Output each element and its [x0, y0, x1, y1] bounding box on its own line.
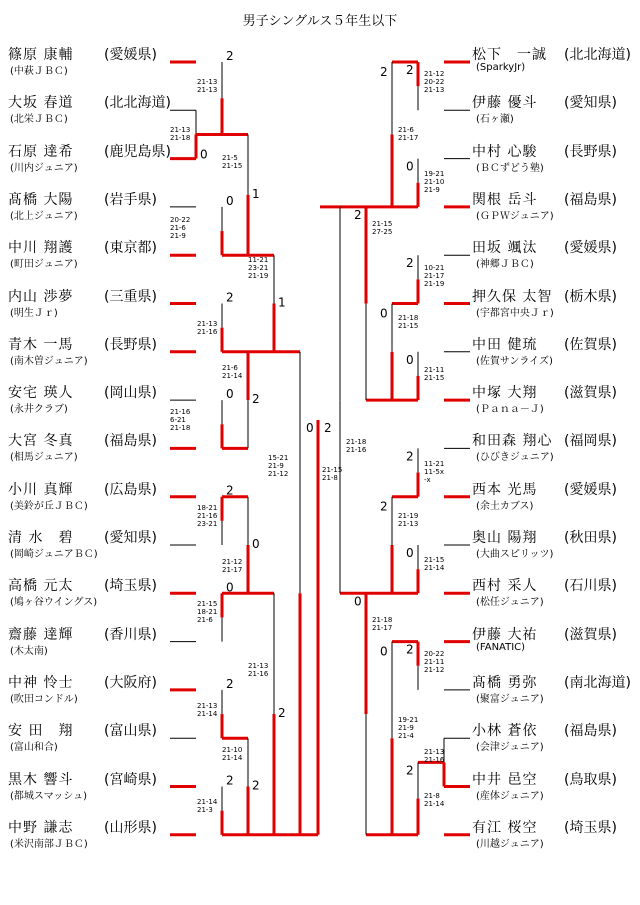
games-won: 0 — [226, 193, 234, 208]
game-score: 19-21 — [398, 716, 419, 724]
game-score: 21-15 — [197, 600, 218, 608]
player-team: (余土カブス) — [476, 500, 534, 512]
player-prefecture: (南北海道) — [564, 674, 631, 691]
game-score: 21-14 — [222, 372, 243, 380]
player-prefecture: (香川県) — [104, 626, 157, 643]
player-prefecture: (福岡県) — [564, 433, 617, 450]
game-score: 11-21 — [248, 256, 269, 264]
game-score: 21-9 — [424, 186, 440, 194]
player-name: 田坂 颯汰 — [472, 240, 538, 257]
games-won: 2 — [406, 63, 414, 77]
game-score: 21-16 — [170, 408, 191, 416]
player-prefecture: (福島県) — [564, 191, 617, 208]
player-prefecture: (秋田県) — [564, 530, 617, 546]
player-prefecture: (石川県) — [564, 578, 617, 595]
player-name: 清 水 碧 — [8, 530, 74, 546]
player-prefecture: (岡山県) — [104, 385, 157, 402]
player-prefecture: (東京都) — [104, 240, 157, 257]
player-team: (南木曽ジュニア) — [10, 355, 88, 367]
game-score: 27-25 — [372, 228, 393, 236]
games-won: 0 — [380, 306, 388, 321]
game-score: 21-16 — [424, 756, 445, 764]
game-score: 21-9 — [398, 724, 414, 732]
games-won: 2 — [252, 392, 260, 407]
player-name: 黒木 響斗 — [8, 771, 74, 788]
game-score: 21-15 — [424, 556, 445, 564]
player-prefecture: (三重県) — [104, 288, 157, 305]
games-won: 0 — [200, 147, 208, 162]
game-score: 18-21 — [197, 504, 218, 512]
player-team: (会津ジュニア) — [476, 742, 544, 754]
player-team: (富山和合) — [10, 742, 58, 754]
game-score: 11-21 — [424, 460, 445, 468]
game-score: 21-13 — [398, 520, 419, 528]
games-won: 0 — [406, 159, 414, 174]
game-score: 21-19 — [248, 272, 269, 280]
player-team: (鳩ヶ谷ウイングス) — [10, 597, 98, 609]
game-score: 20-22 — [170, 216, 191, 224]
games-won: 2 — [380, 499, 388, 514]
games-won: 0 — [406, 546, 414, 560]
player-name: 小川 真輝 — [8, 481, 74, 498]
game-score: 21-14 — [222, 754, 243, 762]
game-score: 21-13 — [424, 86, 445, 94]
games-won: 0 — [354, 594, 362, 609]
player-team: (Ｐａｎａ－Ｊ) — [476, 404, 544, 416]
player-name: 和田森 翔心 — [472, 433, 553, 450]
player-team: (FANATIC) — [476, 641, 526, 653]
game-score: 21-11 — [424, 658, 445, 666]
player-team: (SparkyJr) — [476, 62, 526, 73]
player-name: 石原 達希 — [8, 143, 74, 160]
game-score: 21-13 — [197, 320, 218, 328]
game-score: 18-21 — [197, 608, 218, 616]
game-score: 15-21 — [268, 454, 289, 462]
game-score: 21-18 — [398, 314, 419, 322]
player-prefecture: (鹿児島県) — [104, 143, 171, 160]
player-prefecture: (埼玉県) — [564, 819, 617, 836]
game-score: 19-21 — [424, 170, 445, 178]
player-prefecture: (岩手県) — [104, 191, 157, 208]
player-team: (吹田コンドル) — [10, 693, 78, 705]
player-team: (明生Ｊｒ) — [10, 307, 58, 319]
player-name: 中神 怜士 — [8, 674, 74, 691]
game-score: 21-14 — [197, 710, 218, 718]
player-team: (岡崎ジュニアＢＣ) — [10, 549, 98, 560]
game-score: 21-16 — [248, 670, 269, 678]
player-name: 安宅 瑛人 — [8, 385, 74, 402]
player-prefecture: (福島県) — [564, 723, 617, 740]
player-name: 中川 翔護 — [8, 240, 74, 257]
game-score: 21-17 — [398, 134, 419, 142]
games-won: 2 — [324, 421, 332, 435]
player-name: 松下 一誠 — [472, 47, 547, 63]
game-score: 21-3 — [197, 806, 213, 814]
game-score: 6-21 — [170, 416, 186, 424]
player-prefecture: (愛媛県) — [564, 481, 617, 498]
player-prefecture: (愛媛県) — [104, 47, 157, 63]
game-score: 21-16 — [197, 512, 218, 520]
games-won: 2 — [226, 676, 234, 691]
game-score: 11-5x — [424, 468, 445, 476]
player-name: 伊藤 大祐 — [472, 626, 538, 643]
game-score: 21-11 — [424, 366, 445, 374]
player-name: 篠原 康輔 — [8, 47, 74, 63]
player-name: 高橋 元太 — [8, 578, 74, 595]
game-score: 23-21 — [197, 520, 218, 528]
player-team: (松任ジュニア) — [476, 597, 544, 609]
player-name: 大坂 春道 — [8, 95, 74, 112]
player-team: (米沢南部ＪＢＣ) — [10, 838, 88, 850]
game-score: 21-15 — [398, 322, 419, 330]
game-score: 21-17 — [372, 624, 393, 632]
game-score: 21-6 — [197, 616, 213, 624]
player-team: (美鈴が丘ＪＢＣ) — [10, 500, 88, 512]
game-score: 21-12 — [424, 70, 445, 78]
player-team: (ＢＣずどう塾) — [476, 162, 544, 174]
game-score: 21-9 — [268, 462, 284, 470]
player-name: 関根 岳斗 — [472, 191, 538, 208]
game-score: 21-4 — [398, 732, 414, 740]
player-name: 髙橋 勇弥 — [472, 674, 538, 691]
player-prefecture: (大阪府) — [104, 674, 157, 691]
player-team: (町田ジュニア) — [10, 259, 78, 271]
game-score: 21-9 — [170, 232, 186, 240]
game-score: 21-8 — [322, 474, 338, 482]
games-won: 2 — [226, 290, 234, 305]
game-score: 20-22 — [424, 650, 445, 658]
player-team: (佐賀サンライズ) — [476, 355, 553, 367]
player-prefecture: (山形県) — [104, 819, 157, 836]
player-team: (ひびきジュニア) — [476, 452, 554, 464]
game-score: 21-8 — [424, 792, 440, 800]
games-won: 1 — [278, 295, 286, 310]
game-score: 21-10 — [424, 178, 445, 186]
player-team: (相馬ジュニア) — [10, 452, 78, 464]
player-prefecture: (佐賀県) — [564, 336, 617, 353]
player-name: 安 田 翔 — [8, 723, 74, 740]
player-team: (北栄ＪＢＣ) — [10, 114, 68, 126]
player-prefecture: (埼玉県) — [104, 578, 157, 595]
player-name: 中井 邑空 — [472, 771, 538, 788]
game-score: 21-15 — [322, 466, 343, 474]
games-won: 2 — [406, 256, 414, 271]
player-name: 小林 蒼依 — [472, 723, 538, 740]
player-team: (産体ジュニア) — [476, 790, 544, 802]
player-prefecture: (愛知県) — [564, 95, 617, 112]
player-team: (宇都宮中央Ｊｒ) — [476, 307, 554, 319]
game-score: 21-15 — [424, 374, 445, 382]
player-name: 中田 健琉 — [472, 336, 538, 353]
game-score: -x — [424, 476, 431, 484]
player-prefecture: (富山県) — [104, 723, 157, 740]
player-team: (聚富ジュニア) — [476, 693, 544, 705]
games-won: 2 — [226, 773, 234, 788]
player-name: 中野 謙志 — [8, 819, 74, 836]
player-team: (神郷ＪＢＣ) — [476, 259, 534, 271]
game-score: 21-10 — [222, 746, 243, 754]
games-won: 0 — [380, 644, 388, 659]
game-score: 21-13 — [170, 126, 191, 134]
game-score: 21-13 — [197, 702, 218, 710]
game-score: 21-12 — [222, 558, 243, 566]
player-name: 奥山 陽翔 — [472, 530, 538, 546]
game-score: 21-19 — [398, 512, 419, 520]
game-score: 21-18 — [346, 438, 367, 446]
games-won: 0 — [406, 352, 414, 367]
games-won: 2 — [278, 706, 286, 721]
game-score: 21-15 — [222, 162, 243, 170]
player-name: 中村 心駿 — [472, 143, 538, 160]
player-name: 髙橋 大陽 — [8, 191, 74, 208]
game-score: 21-19 — [424, 280, 445, 288]
game-score: 21-14 — [424, 800, 445, 808]
game-score: 21-18 — [170, 424, 191, 432]
player-name: 伊藤 優斗 — [472, 95, 538, 112]
games-won: 2 — [252, 778, 260, 793]
player-team: (石ヶ瀬) — [476, 114, 514, 126]
player-prefecture: (愛媛県) — [564, 240, 617, 257]
game-score: 21-17 — [222, 566, 243, 574]
player-team: (川内ジュニア) — [10, 162, 78, 174]
player-prefecture: (長野県) — [104, 336, 157, 353]
player-prefecture: (滋賀県) — [564, 626, 617, 643]
game-score: 20-22 — [424, 78, 445, 86]
game-score: 21-14 — [197, 798, 218, 806]
games-won: 0 — [252, 537, 260, 551]
player-name: 押久保 太智 — [472, 288, 553, 305]
games-won: 2 — [354, 207, 362, 222]
player-name: 西本 光馬 — [472, 481, 538, 498]
player-team: (木太南) — [10, 645, 48, 657]
player-name: 青木 一馬 — [8, 336, 74, 353]
game-score: 21-13 — [197, 86, 218, 94]
game-score: 23-21 — [248, 264, 269, 272]
game-score: 21-6 — [398, 126, 414, 134]
player-name: 大宮 冬真 — [8, 433, 74, 450]
player-prefecture: (栃木県) — [564, 288, 617, 305]
games-won: 2 — [406, 642, 414, 657]
player-team: (大曲スピリッツ) — [476, 549, 554, 560]
games-won: 0 — [306, 421, 314, 435]
player-prefecture: (愛知県) — [104, 530, 157, 546]
games-won: 2 — [226, 49, 234, 63]
player-prefecture: (鳥取県) — [564, 771, 617, 788]
player-team: (北上ジュニア) — [10, 210, 78, 222]
player-prefecture: (北北海道) — [104, 95, 171, 112]
player-prefecture: (長野県) — [564, 143, 617, 160]
player-name: 西村 采人 — [472, 578, 538, 595]
player-team: (川越ジュニア) — [476, 838, 544, 850]
page-title: 男子シングルス５年生以下 — [242, 14, 398, 29]
player-name: 齋藤 達輝 — [8, 626, 74, 643]
game-score: 21-14 — [424, 564, 445, 572]
game-score: 21-16 — [346, 446, 367, 454]
game-score: 21-18 — [372, 616, 393, 624]
games-won: 0 — [226, 387, 234, 402]
game-score: 21-6 — [222, 364, 238, 372]
player-prefecture: (宮崎県) — [104, 771, 157, 788]
game-score: 21-15 — [372, 220, 393, 228]
game-score: 21-13 — [248, 662, 269, 670]
games-won: 2 — [406, 763, 414, 778]
player-team: (永井クラブ) — [10, 404, 68, 416]
game-score: 21-18 — [170, 134, 191, 142]
player-team: (中萩ＪＢＣ) — [10, 66, 68, 77]
game-score: 21-12 — [268, 470, 289, 478]
games-won: 2 — [406, 449, 414, 464]
player-prefecture: (広島県) — [104, 481, 157, 498]
player-team: (都城スマッシュ) — [10, 790, 88, 802]
game-score: 21-13 — [197, 78, 218, 86]
player-name: 有江 桜空 — [472, 819, 538, 836]
game-score: 10-21 — [424, 264, 445, 272]
games-won: 1 — [252, 186, 260, 201]
game-score: 21-12 — [424, 666, 445, 674]
game-score: 21-13 — [424, 748, 445, 756]
games-won: 2 — [226, 483, 234, 498]
player-name: 内山 渉夢 — [8, 288, 74, 305]
games-won: 0 — [226, 580, 234, 595]
player-prefecture: (滋賀県) — [564, 385, 617, 402]
player-name: 中塚 大翔 — [472, 385, 538, 402]
player-prefecture: (北北海道) — [564, 47, 631, 63]
game-score: 21-5 — [222, 154, 238, 162]
game-score: 21-16 — [197, 328, 218, 336]
player-team: (ＧＰＷジュニア) — [476, 210, 554, 222]
game-score: 21-6 — [170, 224, 186, 232]
game-score: 21-17 — [424, 272, 445, 280]
player-prefecture: (福島県) — [104, 433, 157, 450]
games-won: 2 — [380, 65, 388, 79]
